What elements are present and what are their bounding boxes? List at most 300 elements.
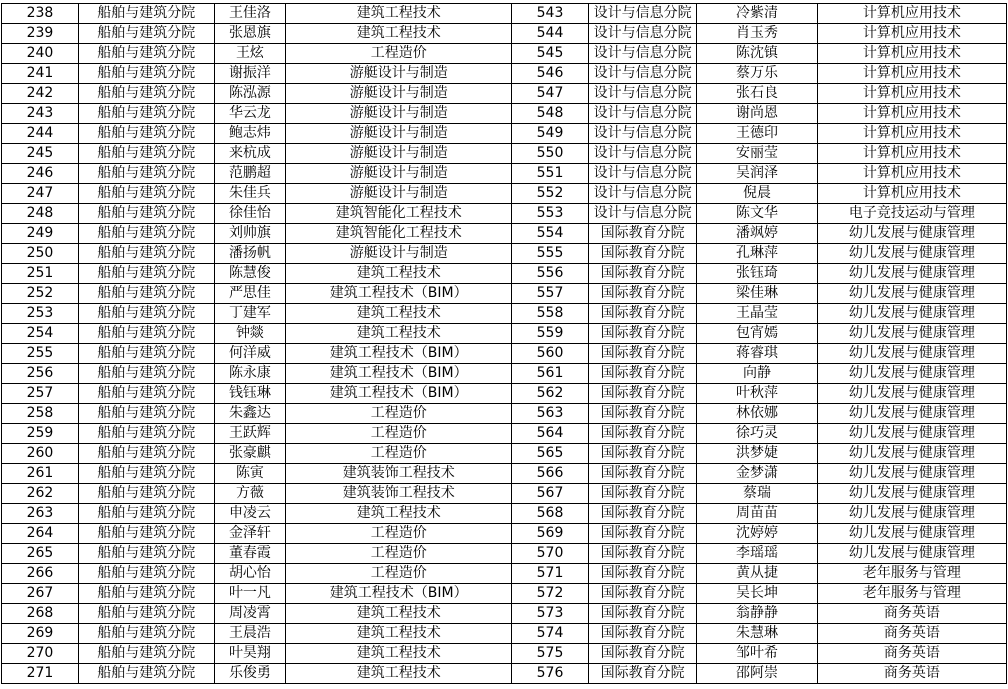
left-department-cell: 船舶与建筑分院: [78, 324, 214, 344]
right-name-cell: 梁佳琳: [697, 284, 817, 304]
right-major-cell: 商务英语: [817, 624, 1006, 644]
table-row: [2, 404, 1007, 424]
table-row: [2, 164, 1007, 184]
right-name-cell: 翁静静: [697, 604, 817, 624]
left-name-cell: 徐佳怡: [214, 204, 286, 224]
left-department-cell: 船舶与建筑分院: [78, 364, 214, 384]
right-number-cell: 571: [512, 564, 589, 584]
left-name-cell: 朱鑫达: [214, 404, 286, 424]
right-number-cell: 568: [512, 504, 589, 524]
left-major-cell: 建筑工程技术: [286, 264, 512, 284]
right-department-cell: 国际教育分院: [588, 264, 696, 284]
left-number-cell: 240: [2, 44, 79, 64]
right-department-cell: 国际教育分院: [588, 224, 696, 244]
right-name-cell: 邵阿崇: [697, 664, 817, 684]
left-major-cell: 游艇设计与制造: [286, 164, 512, 184]
left-major-cell: 游艇设计与制造: [286, 244, 512, 264]
table-row: [2, 324, 1007, 344]
left-department-cell: 船舶与建筑分院: [78, 164, 214, 184]
left-major-cell: 建筑工程技术（BIM）: [286, 584, 512, 604]
left-name-cell: 叶昊翔: [214, 644, 286, 664]
left-name-cell: 来杭成: [214, 144, 286, 164]
right-name-cell: 林依娜: [697, 404, 817, 424]
right-number-cell: 556: [512, 264, 589, 284]
left-name-cell: 王佳洛: [214, 4, 286, 24]
table-row: [2, 464, 1007, 484]
table-row: [2, 424, 1007, 444]
left-major-cell: 建筑工程技术: [286, 624, 512, 644]
left-number-cell: 248: [2, 204, 79, 224]
table-row: [2, 264, 1007, 284]
left-department-cell: 船舶与建筑分院: [78, 284, 214, 304]
right-department-cell: 设计与信息分院: [588, 204, 696, 224]
table-row: [2, 104, 1007, 124]
left-major-cell: 游艇设计与制造: [286, 84, 512, 104]
left-department-cell: 船舶与建筑分院: [78, 624, 214, 644]
right-department-cell: 国际教育分院: [588, 624, 696, 644]
left-name-cell: 陈慧俊: [214, 264, 286, 284]
right-department-cell: 国际教育分院: [588, 644, 696, 664]
left-department-cell: 船舶与建筑分院: [78, 444, 214, 464]
left-name-cell: 潘扬帆: [214, 244, 286, 264]
right-major-cell: 电子竞技运动与管理: [817, 204, 1006, 224]
right-department-cell: 设计与信息分院: [588, 104, 696, 124]
right-number-cell: 574: [512, 624, 589, 644]
right-name-cell: 谢尚恩: [697, 104, 817, 124]
left-major-cell: 工程造价: [286, 444, 512, 464]
right-name-cell: 陈文华: [697, 204, 817, 224]
right-department-cell: 国际教育分院: [588, 504, 696, 524]
right-number-cell: 575: [512, 644, 589, 664]
right-major-cell: 幼儿发展与健康管理: [817, 484, 1006, 504]
right-name-cell: 蔡瑞: [697, 484, 817, 504]
right-major-cell: 幼儿发展与健康管理: [817, 464, 1006, 484]
right-major-cell: 计算机应用技术: [817, 144, 1006, 164]
left-name-cell: 王炫: [214, 44, 286, 64]
right-department-cell: 国际教育分院: [588, 604, 696, 624]
right-major-cell: 计算机应用技术: [817, 184, 1006, 204]
left-department-cell: 船舶与建筑分院: [78, 344, 214, 364]
right-department-cell: 国际教育分院: [588, 324, 696, 344]
right-department-cell: 国际教育分院: [588, 364, 696, 384]
table-row: [2, 44, 1007, 64]
right-name-cell: 王晶莹: [697, 304, 817, 324]
right-major-cell: 幼儿发展与健康管理: [817, 504, 1006, 524]
left-major-cell: 工程造价: [286, 564, 512, 584]
right-major-cell: 幼儿发展与健康管理: [817, 424, 1006, 444]
table-row: [2, 544, 1007, 564]
right-number-cell: 559: [512, 324, 589, 344]
left-number-cell: 269: [2, 624, 79, 644]
right-number-cell: 573: [512, 604, 589, 624]
right-number-cell: 552: [512, 184, 589, 204]
left-major-cell: 游艇设计与制造: [286, 124, 512, 144]
right-major-cell: 幼儿发展与健康管理: [817, 404, 1006, 424]
right-name-cell: 徐巧灵: [697, 424, 817, 444]
left-number-cell: 266: [2, 564, 79, 584]
left-name-cell: 刘帅旗: [214, 224, 286, 244]
left-number-cell: 255: [2, 344, 79, 364]
table-row: [2, 64, 1007, 84]
left-major-cell: 建筑工程技术: [286, 4, 512, 24]
left-number-cell: 238: [2, 4, 79, 24]
right-major-cell: 计算机应用技术: [817, 24, 1006, 44]
table-row: [2, 664, 1007, 684]
right-department-cell: 国际教育分院: [588, 304, 696, 324]
left-department-cell: 船舶与建筑分院: [78, 104, 214, 124]
left-number-cell: 239: [2, 24, 79, 44]
right-number-cell: 565: [512, 444, 589, 464]
left-number-cell: 243: [2, 104, 79, 124]
left-name-cell: 何洋威: [214, 344, 286, 364]
left-major-cell: 建筑工程技术: [286, 504, 512, 524]
right-department-cell: 设计与信息分院: [588, 44, 696, 64]
table-row: [2, 584, 1007, 604]
right-major-cell: 商务英语: [817, 644, 1006, 664]
left-number-cell: 267: [2, 584, 79, 604]
right-major-cell: 商务英语: [817, 664, 1006, 684]
table-row: [2, 184, 1007, 204]
left-name-cell: 胡心怡: [214, 564, 286, 584]
right-number-cell: 543: [512, 4, 589, 24]
right-number-cell: 550: [512, 144, 589, 164]
left-major-cell: 工程造价: [286, 404, 512, 424]
right-major-cell: 老年服务与管理: [817, 584, 1006, 604]
right-number-cell: 570: [512, 544, 589, 564]
right-department-cell: 国际教育分院: [588, 384, 696, 404]
right-number-cell: 548: [512, 104, 589, 124]
right-name-cell: 冷紫清: [697, 4, 817, 24]
left-major-cell: 建筑工程技术（BIM）: [286, 344, 512, 364]
left-major-cell: 建筑工程技术（BIM）: [286, 364, 512, 384]
right-number-cell: 567: [512, 484, 589, 504]
right-number-cell: 558: [512, 304, 589, 324]
right-major-cell: 计算机应用技术: [817, 104, 1006, 124]
left-number-cell: 262: [2, 484, 79, 504]
right-name-cell: 黄从捷: [697, 564, 817, 584]
table-row: [2, 244, 1007, 264]
table-row: [2, 344, 1007, 364]
table-row: [2, 484, 1007, 504]
left-number-cell: 268: [2, 604, 79, 624]
right-major-cell: 计算机应用技术: [817, 4, 1006, 24]
right-department-cell: 国际教育分院: [588, 404, 696, 424]
table-row: [2, 444, 1007, 464]
left-name-cell: 乐俊勇: [214, 664, 286, 684]
left-number-cell: 244: [2, 124, 79, 144]
right-number-cell: 560: [512, 344, 589, 364]
left-department-cell: 船舶与建筑分院: [78, 24, 214, 44]
right-major-cell: 幼儿发展与健康管理: [817, 384, 1006, 404]
table-row: [2, 144, 1007, 164]
left-name-cell: 丁建军: [214, 304, 286, 324]
right-name-cell: 蔡万乐: [697, 64, 817, 84]
table-row: [2, 24, 1007, 44]
left-department-cell: 船舶与建筑分院: [78, 564, 214, 584]
right-major-cell: 计算机应用技术: [817, 84, 1006, 104]
left-number-cell: 265: [2, 544, 79, 564]
left-name-cell: 朱佳兵: [214, 184, 286, 204]
left-department-cell: 船舶与建筑分院: [78, 464, 214, 484]
left-number-cell: 271: [2, 664, 79, 684]
left-name-cell: 陈永康: [214, 364, 286, 384]
left-number-cell: 250: [2, 244, 79, 264]
left-number-cell: 261: [2, 464, 79, 484]
left-department-cell: 船舶与建筑分院: [78, 424, 214, 444]
left-department-cell: 船舶与建筑分院: [78, 184, 214, 204]
left-name-cell: 张恩旗: [214, 24, 286, 44]
left-department-cell: 船舶与建筑分院: [78, 504, 214, 524]
right-department-cell: 设计与信息分院: [588, 184, 696, 204]
right-name-cell: 陈沈镇: [697, 44, 817, 64]
right-name-cell: 王德印: [697, 124, 817, 144]
table-row: [2, 564, 1007, 584]
right-name-cell: 孔琳萍: [697, 244, 817, 264]
left-number-cell: 270: [2, 644, 79, 664]
right-department-cell: 国际教育分院: [588, 564, 696, 584]
left-department-cell: 船舶与建筑分院: [78, 244, 214, 264]
right-name-cell: 包宵嫣: [697, 324, 817, 344]
left-major-cell: 工程造价: [286, 424, 512, 444]
table-row: [2, 624, 1007, 644]
right-name-cell: 肖玉秀: [697, 24, 817, 44]
right-department-cell: 设计与信息分院: [588, 144, 696, 164]
right-number-cell: 566: [512, 464, 589, 484]
left-name-cell: 鲍志炜: [214, 124, 286, 144]
left-name-cell: 董春霞: [214, 544, 286, 564]
left-department-cell: 船舶与建筑分院: [78, 224, 214, 244]
right-department-cell: 国际教育分院: [588, 344, 696, 364]
right-major-cell: 幼儿发展与健康管理: [817, 244, 1006, 264]
table-row: [2, 204, 1007, 224]
right-number-cell: 562: [512, 384, 589, 404]
left-number-cell: 249: [2, 224, 79, 244]
left-major-cell: 游艇设计与制造: [286, 104, 512, 124]
right-department-cell: 设计与信息分院: [588, 4, 696, 24]
right-number-cell: 572: [512, 584, 589, 604]
right-name-cell: 沈婷婷: [697, 524, 817, 544]
right-name-cell: 金梦潇: [697, 464, 817, 484]
right-name-cell: 张石良: [697, 84, 817, 104]
right-number-cell: 549: [512, 124, 589, 144]
right-number-cell: 557: [512, 284, 589, 304]
table-row: [2, 384, 1007, 404]
right-number-cell: 561: [512, 364, 589, 384]
left-name-cell: 钟燚: [214, 324, 286, 344]
right-name-cell: 倪晨: [697, 184, 817, 204]
right-department-cell: 设计与信息分院: [588, 64, 696, 84]
right-department-cell: 设计与信息分院: [588, 124, 696, 144]
right-major-cell: 幼儿发展与健康管理: [817, 444, 1006, 464]
right-number-cell: 554: [512, 224, 589, 244]
right-number-cell: 551: [512, 164, 589, 184]
right-number-cell: 576: [512, 664, 589, 684]
left-department-cell: 船舶与建筑分院: [78, 84, 214, 104]
left-department-cell: 船舶与建筑分院: [78, 384, 214, 404]
right-name-cell: 周苗苗: [697, 504, 817, 524]
left-number-cell: 258: [2, 404, 79, 424]
left-number-cell: 246: [2, 164, 79, 184]
left-department-cell: 船舶与建筑分院: [78, 124, 214, 144]
left-department-cell: 船舶与建筑分院: [78, 264, 214, 284]
student-roster-table: [1, 3, 1007, 684]
right-major-cell: 幼儿发展与健康管理: [817, 304, 1006, 324]
left-department-cell: 船舶与建筑分院: [78, 44, 214, 64]
left-major-cell: 工程造价: [286, 524, 512, 544]
right-name-cell: 张钰琦: [697, 264, 817, 284]
right-major-cell: 老年服务与管理: [817, 564, 1006, 584]
table-row: [2, 84, 1007, 104]
left-major-cell: 建筑工程技术: [286, 644, 512, 664]
right-department-cell: 国际教育分院: [588, 284, 696, 304]
left-major-cell: 建筑智能化工程技术: [286, 224, 512, 244]
right-department-cell: 国际教育分院: [588, 444, 696, 464]
right-department-cell: 国际教育分院: [588, 484, 696, 504]
left-major-cell: 建筑工程技术（BIM）: [286, 284, 512, 304]
left-name-cell: 钱钰琳: [214, 384, 286, 404]
left-number-cell: 252: [2, 284, 79, 304]
roster-body: [2, 4, 1007, 684]
right-number-cell: 544: [512, 24, 589, 44]
left-department-cell: 船舶与建筑分院: [78, 584, 214, 604]
left-major-cell: 游艇设计与制造: [286, 64, 512, 84]
left-number-cell: 263: [2, 504, 79, 524]
left-major-cell: 工程造价: [286, 544, 512, 564]
right-number-cell: 547: [512, 84, 589, 104]
left-number-cell: 264: [2, 524, 79, 544]
right-major-cell: 幼儿发展与健康管理: [817, 544, 1006, 564]
right-name-cell: 朱慧琳: [697, 624, 817, 644]
right-major-cell: 幼儿发展与健康管理: [817, 284, 1006, 304]
left-name-cell: 谢振洋: [214, 64, 286, 84]
table-row: [2, 284, 1007, 304]
left-department-cell: 船舶与建筑分院: [78, 404, 214, 424]
left-name-cell: 范鹏超: [214, 164, 286, 184]
right-major-cell: 幼儿发展与健康管理: [817, 264, 1006, 284]
right-major-cell: 计算机应用技术: [817, 44, 1006, 64]
left-department-cell: 船舶与建筑分院: [78, 64, 214, 84]
left-major-cell: 建筑工程技术: [286, 304, 512, 324]
left-name-cell: 王跃辉: [214, 424, 286, 444]
left-name-cell: 华云龙: [214, 104, 286, 124]
right-department-cell: 设计与信息分院: [588, 164, 696, 184]
right-number-cell: 545: [512, 44, 589, 64]
right-name-cell: 潘飒婷: [697, 224, 817, 244]
right-number-cell: 569: [512, 524, 589, 544]
left-major-cell: 工程造价: [286, 44, 512, 64]
left-name-cell: 申凌云: [214, 504, 286, 524]
left-major-cell: 建筑装饰工程技术: [286, 484, 512, 504]
table-row: [2, 504, 1007, 524]
left-number-cell: 256: [2, 364, 79, 384]
right-major-cell: 计算机应用技术: [817, 64, 1006, 84]
right-name-cell: 吴润泽: [697, 164, 817, 184]
left-number-cell: 251: [2, 264, 79, 284]
left-department-cell: 船舶与建筑分院: [78, 664, 214, 684]
table-row: [2, 364, 1007, 384]
left-department-cell: 船舶与建筑分院: [78, 484, 214, 504]
right-number-cell: 555: [512, 244, 589, 264]
right-major-cell: 幼儿发展与健康管理: [817, 224, 1006, 244]
right-name-cell: 邹叶希: [697, 644, 817, 664]
left-department-cell: 船舶与建筑分院: [78, 144, 214, 164]
right-department-cell: 国际教育分院: [588, 544, 696, 564]
left-number-cell: 247: [2, 184, 79, 204]
right-major-cell: 幼儿发展与健康管理: [817, 524, 1006, 544]
right-number-cell: 564: [512, 424, 589, 444]
right-department-cell: 国际教育分院: [588, 464, 696, 484]
right-major-cell: 商务英语: [817, 604, 1006, 624]
right-name-cell: 叶秋萍: [697, 384, 817, 404]
left-number-cell: 260: [2, 444, 79, 464]
right-name-cell: 蒋睿琪: [697, 344, 817, 364]
left-department-cell: 船舶与建筑分院: [78, 544, 214, 564]
left-name-cell: 陈寅: [214, 464, 286, 484]
right-name-cell: 李瑶瑶: [697, 544, 817, 564]
left-major-cell: 建筑智能化工程技术: [286, 204, 512, 224]
left-number-cell: 241: [2, 64, 79, 84]
left-department-cell: 船舶与建筑分院: [78, 304, 214, 324]
left-major-cell: 游艇设计与制造: [286, 184, 512, 204]
right-major-cell: 计算机应用技术: [817, 124, 1006, 144]
left-major-cell: 建筑工程技术: [286, 24, 512, 44]
right-department-cell: 国际教育分院: [588, 424, 696, 444]
left-major-cell: 建筑工程技术: [286, 604, 512, 624]
table-row: [2, 304, 1007, 324]
left-name-cell: 张豪麒: [214, 444, 286, 464]
table-row: [2, 4, 1007, 24]
right-number-cell: 563: [512, 404, 589, 424]
left-department-cell: 船舶与建筑分院: [78, 644, 214, 664]
left-name-cell: 叶一凡: [214, 584, 286, 604]
left-name-cell: 严思佳: [214, 284, 286, 304]
left-major-cell: 建筑工程技术: [286, 664, 512, 684]
right-department-cell: 国际教育分院: [588, 244, 696, 264]
left-major-cell: 游艇设计与制造: [286, 144, 512, 164]
right-name-cell: 向静: [697, 364, 817, 384]
left-name-cell: 王晨浩: [214, 624, 286, 644]
left-department-cell: 船舶与建筑分院: [78, 4, 214, 24]
left-number-cell: 259: [2, 424, 79, 444]
left-name-cell: 周凌霄: [214, 604, 286, 624]
right-name-cell: 吴长坤: [697, 584, 817, 604]
right-department-cell: 国际教育分院: [588, 664, 696, 684]
left-number-cell: 257: [2, 384, 79, 404]
right-department-cell: 国际教育分院: [588, 524, 696, 544]
right-major-cell: 幼儿发展与健康管理: [817, 344, 1006, 364]
right-department-cell: 国际教育分院: [588, 584, 696, 604]
table-row: [2, 224, 1007, 244]
right-department-cell: 设计与信息分院: [588, 84, 696, 104]
right-number-cell: 553: [512, 204, 589, 224]
right-department-cell: 设计与信息分院: [588, 24, 696, 44]
table-row: [2, 604, 1007, 624]
left-major-cell: 建筑装饰工程技术: [286, 464, 512, 484]
table-row: [2, 124, 1007, 144]
left-department-cell: 船舶与建筑分院: [78, 524, 214, 544]
left-department-cell: 船舶与建筑分院: [78, 604, 214, 624]
left-name-cell: 方薇: [214, 484, 286, 504]
right-number-cell: 546: [512, 64, 589, 84]
left-number-cell: 242: [2, 84, 79, 104]
right-major-cell: 幼儿发展与健康管理: [817, 364, 1006, 384]
right-name-cell: 洪梦婕: [697, 444, 817, 464]
left-number-cell: 253: [2, 304, 79, 324]
left-major-cell: 建筑工程技术（BIM）: [286, 384, 512, 404]
right-name-cell: 安丽莹: [697, 144, 817, 164]
left-number-cell: 254: [2, 324, 79, 344]
left-department-cell: 船舶与建筑分院: [78, 204, 214, 224]
